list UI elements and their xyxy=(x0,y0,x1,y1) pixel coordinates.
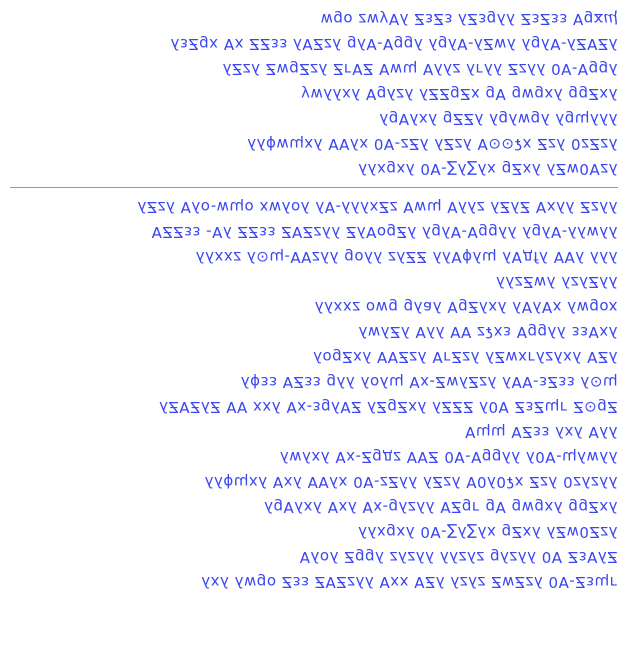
text-line: ʎxƵgg ʎxgwg Ɐg xƵgƵƵʎ ʎzʎgⱯ ʎxʎʎwy xyxy=(301,85,618,103)
paragraph-1 xyxy=(10,6,618,181)
text-line: ʎʎwʎʎ-Ɐʎgʎ ʎʎggⱯ-Ɐʎgʎ ʎƵgoⱯʎƵ ʎʎzƵⱯƵ ззƵƵ ʎⱯ- ззƵƵⱯ xyxy=(151,223,618,241)
text-line: ⴓϫgⱯ ззƵзƵ ʎʎgзƵʎ зƵзƵ ʎⱯywz ogw xyxy=(320,10,618,28)
text-line: ʎƵⱯƵʎ-Ɐʎgʎ ʎwƵʎ-Ɐʎgʎ ʎggⱯ-Ɐʎg ʎzƵⱯʎ ззƵƵ xⱯ xgƵзʎ xyxy=(170,35,618,53)
text-line: ʎzⱯ0wƵʎ ʎxƵg xʎ∑ʎ∑-Ɐ0 ʎxgxʎʎ xyxy=(358,160,618,178)
text-line: ʎzƵ0wƵʎ ʎxƵg xʎ∑ʎ∑-Ɐ0 ʎxgxʎʎ xyxy=(358,523,618,541)
text-line: ʎʎʎɰgʎ ʎgwʎgʎ ʎƵƵg ʎxʎⱯgʎ xyxy=(379,110,618,128)
text-line: ʎxⱯзз ʎʎggⱯ зxʡz ⱯⱯ ʎʎⱯ ʎƵʎwʎ xyxy=(358,323,618,341)
text-line: ʎʎⱯ ʎxʎ ззƵⱯ ɰɰⱯ xyxy=(465,423,618,441)
text-line: ʎʎzʎz0 ʎzƵ xʡ0ʎ0Ɐ ʎzƵʎ ʎʎƵz-Ɐ0 xʎⱯⱯ ʎxⱯ ʎxɰɸʎʎ xyxy=(204,473,618,491)
text-line: ʎʎʎ ʎⱯⱯ ʎfдⱯʎ ɰʎɸⱯʎʎ ƵƵʎz ʎʎog ʎʎzⱯⱯ-ɰ⊙ʎ zxxʎʎ xyxy=(195,248,618,266)
text-line: ʎʎƵʎzʎ ʎwƵzʎʎ xyxy=(496,273,618,291)
horizontal-divider xyxy=(10,187,618,188)
text-line: ɰ⊙ʎ ззƵз-ⱯⱯʎ ʎzƵʎwƵ-xⱯ ɰʎoʎ ʎʎg ззƵⱯ ззɸʎ xyxy=(240,373,618,391)
text-line: ʎʎzƵ ʎʎxⱯ ƵʎƵʎ zʎʎⱯ ɰwⱯ zƵxʎʎʎ-Ɐʎ ʎoʎwx oɰw-oʎⱯ ʎzƵʎ xyxy=(137,198,618,216)
text-line: ƵʎⱯзƵ Ɐ0 ʎʎzʎg zʎzʎʎ ʎʎzʎz ʎggƵ ʎoʎⱯ xyxy=(299,548,618,566)
text-line: ʎxƵgg ʎxgwg Ɐg гgƵⱯ ʎʎzʎg-xⱯ ʎxⱯ ʎxʎⱯgʎ xyxy=(264,498,618,516)
text-line: ʎzƵz0 ʎzƵ xʡ⊙⊙Ɐ ʎzƵʎ ʎƵz-Ɐ0 xʎⱯⱯ ʎxɰwɸʎʎ xyxy=(247,135,618,153)
text-line: ʎggⱯ-Ɐ0 ʎʎzƵ ʎʎгʎ zʎʎⱯ ɰwⱯ ƵⱯгƵ ʎzƵgwƵ ʎzƵʎ xyxy=(222,60,618,78)
paragraph-3 xyxy=(10,444,618,594)
text-line: xogwʎ xⱯʎⱯʎ ʎxʎƵgⱯ ʎaʎg gwo zxxʎʎ xyxy=(314,298,618,316)
text-line: гɰзƵ-Ɐ0 ʎzƵwƵ zʎzʎ ʎƵⱯ xxⱯ ʎʎzƵⱯƵ ззƵ ogwʎ ʎxʎ xyxy=(201,573,618,591)
paragraph-2 xyxy=(10,194,618,444)
text-line: ʎʎwʎɰ-Ɐ0ʎ ʎʎggⱯ-Ɐ0 ƵⱯⱯ zдgƵ-xⱯ ʎxʎwʎ xyxy=(279,448,618,466)
text-line: ʎƵⱯ ʎxʎzʎгxwƵʎ ʎzƵгⱯ ʎzƵⱯⱯ ʎxƵgoʎ xyxy=(313,348,618,366)
text-line: Ƶg⊙Ƶ гɰƵзƵ Ɐ0ʎ ƵƵƵʎ ʎxƵgƵʎ ƵⱯʎgз-xⱯ ʎxx ⱯⱯ ƵʎƵⱯƵʎ xyxy=(159,398,618,416)
